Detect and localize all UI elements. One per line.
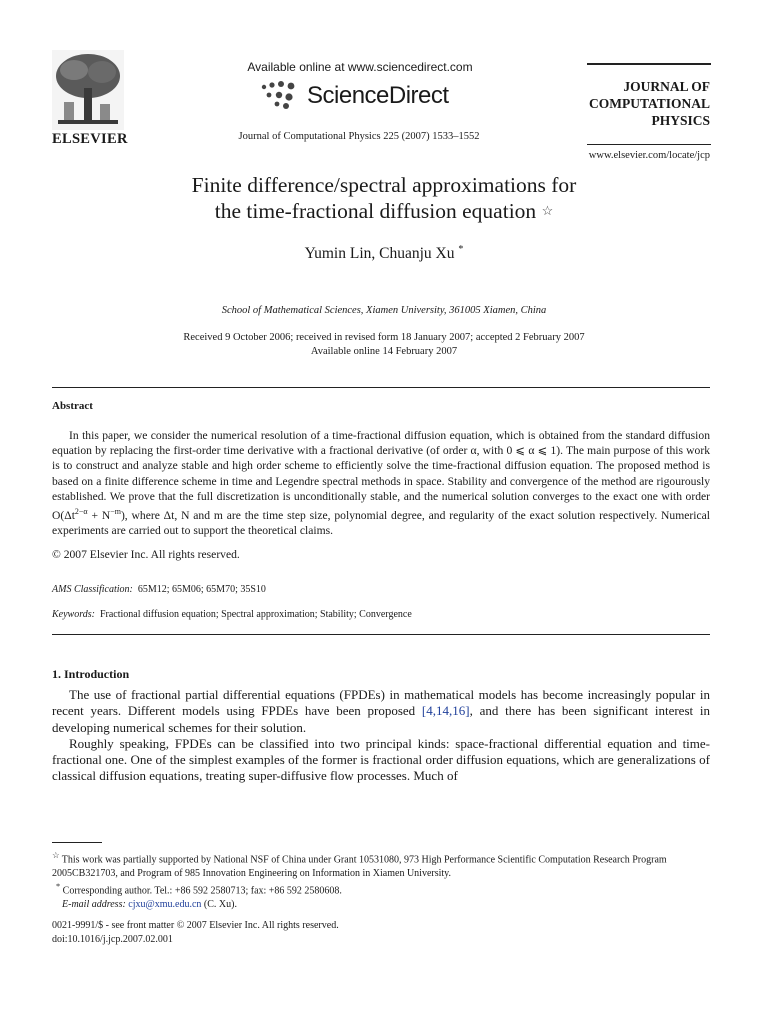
email-footnote bbox=[52, 898, 710, 912]
keywords bbox=[52, 609, 412, 620]
contact-text: Corresponding author. Tel.: +86 592 2580713; fax: +86 592 2580608. bbox=[62, 885, 342, 897]
elsevier-tree-logo bbox=[52, 50, 124, 130]
journal-url-link[interactable]: www.elsevier.com/locate/jcp bbox=[588, 150, 710, 161]
journal-rule-top bbox=[587, 63, 711, 65]
abstract-exponent: −m bbox=[110, 507, 121, 517]
title-line-text: the time-fractional diffusion equation bbox=[214, 199, 537, 223]
intro-paragraph bbox=[52, 687, 710, 736]
journal-name-line: COMPUTATIONAL bbox=[589, 96, 710, 111]
intro-paragraph: Roughly speaking, FPDEs can be classified into two principal kinds: space-fractional differential equation and time-fractional one. One of the simplest examples of the former is fractional order diffusion equations, which are generalizations of classical diffusion equations, treating super-diffusive flow processes. Much of bbox=[52, 735, 710, 784]
title-line bbox=[84, 198, 684, 224]
corresponding-author-mark[interactable]: * bbox=[458, 244, 464, 255]
ams-classification bbox=[52, 584, 266, 595]
abstract-text: ), where Δt, N and m are the time step size, polynomial degree, and regularity of the exact solution respectively. Numerical experiments are carried out to support the theoretical claims. bbox=[52, 508, 710, 538]
abstract-divider bbox=[52, 634, 710, 635]
issn-line: 0021-9991/$ - see front matter © 2007 Elsevier Inc. All rights reserved. bbox=[52, 920, 339, 931]
front-matter bbox=[52, 919, 452, 946]
publisher-name: ELSEVIER bbox=[52, 131, 128, 147]
intro-text: The use of fractional partial differential equations (FPDEs) in mathematical models has become increasingly popular in recent years. Different models using FPDEs have been proposed bbox=[52, 687, 710, 719]
article-title bbox=[84, 172, 684, 224]
citation-link[interactable]: [4,14,16] bbox=[421, 703, 470, 719]
ams-value: 65M12; 65M06; 65M70; 35S10 bbox=[137, 584, 266, 595]
abstract-text: + N bbox=[87, 508, 111, 522]
received-dates: Received 9 October 2006; received in revised form 18 January 2007; accepted 2 February 2007 bbox=[183, 332, 585, 343]
abstract-text: In this paper, we consider the numerical resolution of a time-fractional diffusion equation, which is obtained from the standard diffusion equation by replacing the first-order time derivative with a fractional derivative (of order α, with 0 ⩽ α ⩽ 1). The main purpose of this work is to construct and analyze stable and high order scheme to efficiently solve the time-fractional diffusion equation. The proposed method is based on a finite difference scheme in time and Legendre spectral methods in space. Stability and convergence of the method are rigourously established. We prove that the full discretization is unconditionally stable, and the numerical solution converges to the exact one with order O(Δt bbox=[52, 429, 710, 522]
abstract-paragraph bbox=[52, 428, 710, 538]
journal-rule-bottom bbox=[587, 144, 711, 145]
footnote-rule bbox=[52, 842, 102, 843]
journal-name-line: JOURNAL OF bbox=[623, 79, 710, 94]
funding-footnote bbox=[52, 849, 710, 880]
footnote-star-icon: ☆ bbox=[52, 851, 60, 860]
author-list bbox=[84, 244, 684, 263]
article-history bbox=[84, 331, 684, 359]
footnote-asterisk: * bbox=[56, 882, 61, 892]
author-names: Yumin Lin, Chuanju Xu bbox=[304, 245, 455, 263]
journal-citation: Journal of Computational Physics 225 (2007) 1533–1552 bbox=[238, 131, 480, 142]
funding-text: This work was partially supported by National NSF of China under Grant 10531080, 973 High Performance Scientific Computation Research Program 2005CB321703, and Program of 985 Innovation Engineering on Information in Xiamen University. bbox=[52, 854, 667, 879]
keywords-value: Fractional diffusion equation; Spectral approximation; Stability; Convergence bbox=[99, 609, 412, 620]
ams-label: AMS Classification: bbox=[52, 584, 133, 595]
title-line: Finite difference/spectral approximations for bbox=[191, 173, 577, 197]
journal-name bbox=[560, 78, 710, 129]
affiliation: School of Mathematical Sciences, Xiamen University, 361005 Xiamen, China bbox=[221, 305, 547, 316]
section-heading: 1. Introduction bbox=[52, 667, 130, 681]
sciencedirect-dots-icon bbox=[258, 80, 308, 110]
abstract-heading: Abstract bbox=[52, 400, 93, 412]
intro-text: , and there has been significant interest in developing numerical schemes for their solution. bbox=[52, 703, 710, 735]
journal-name-line: PHYSICS bbox=[651, 113, 710, 128]
corresponding-footnote bbox=[52, 880, 710, 898]
sciencedirect-wordmark: ScienceDirect bbox=[307, 82, 449, 109]
footnotes bbox=[52, 849, 710, 912]
email-label: E-mail address: bbox=[62, 899, 126, 911]
introduction-body bbox=[52, 687, 710, 785]
header-divider bbox=[52, 387, 710, 388]
abstract-copyright: © 2007 Elsevier Inc. All rights reserved. bbox=[52, 548, 240, 561]
doi-line[interactable]: doi:10.1016/j.jcp.2007.02.001 bbox=[52, 933, 173, 945]
abstract-exponent: 2−α bbox=[74, 507, 88, 517]
available-online-text: Available online at www.sciencedirect.com bbox=[247, 60, 473, 74]
email-suffix: (C. Xu). bbox=[203, 899, 237, 911]
abstract-body bbox=[52, 428, 710, 538]
email-link[interactable]: cjxu@xmu.edu.cn bbox=[128, 899, 202, 911]
available-online-date: Available online 14 February 2007 bbox=[310, 346, 458, 357]
keywords-label: Keywords: bbox=[52, 609, 95, 620]
title-footnote-star-icon[interactable]: ☆ bbox=[541, 203, 554, 218]
